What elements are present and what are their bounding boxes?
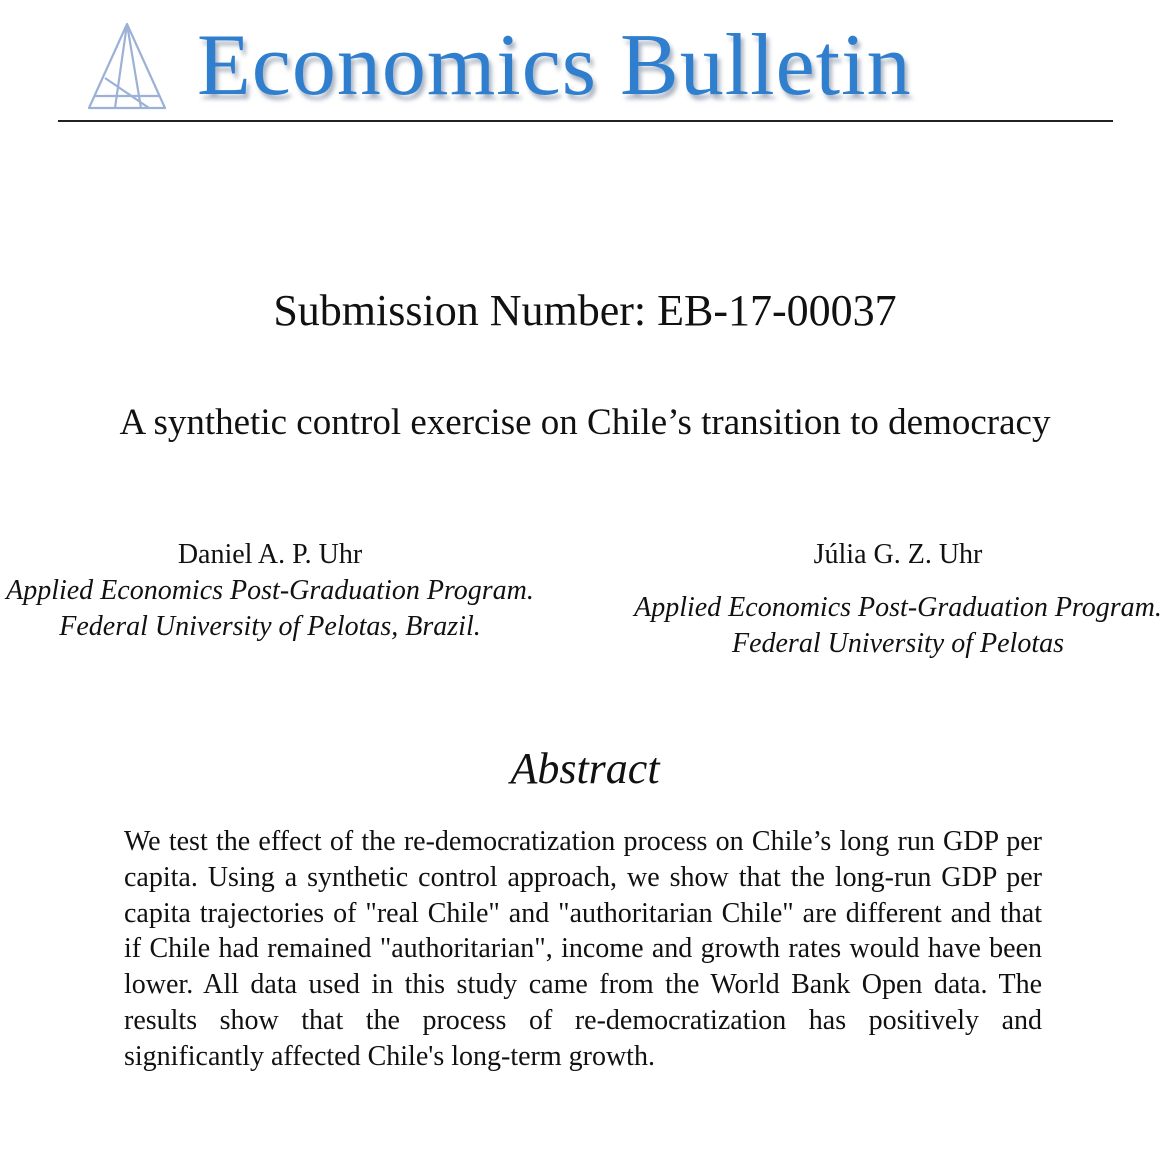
author-block [0,537,540,645]
journal-logo-icon [85,20,169,114]
journal-name: Economics Bulletin [197,17,912,114]
header-divider [58,120,1113,122]
abstract-heading: Abstract [510,744,660,793]
submission-number: Submission Number: EB-17-00037 [273,286,897,335]
author-affiliation: Applied Economics Post-Graduation Program. Federal University of Pelotas, Brazil. [6,575,534,642]
author-affiliation: Applied Economics Post-Graduation Program. Federal University of Pelotas [634,592,1162,659]
masthead [85,14,1045,114]
author-name: Daniel A. P. Uhr [177,539,363,570]
abstract-text: We test the effect of the re-democratization process on Chile’s long run GDP per capita. Using a synthetic control approach, we show that the long-run GDP per capita trajectories of "real Chile" and "authoritarian Chile" are different and that if Chile had remained "authoritarian", income and growth rates would have been lower. All data used in this study came from the World Bank Open data. The results show that the process of re-democratization has positively and significantly affected Chile's long-term growth. [124,826,1042,1072]
author-name: Júlia G. Z. Uhr [813,539,983,570]
paper-title: A synthetic control exercise on Chile’s transition to democracy [119,402,1051,443]
author-block [626,537,1170,662]
